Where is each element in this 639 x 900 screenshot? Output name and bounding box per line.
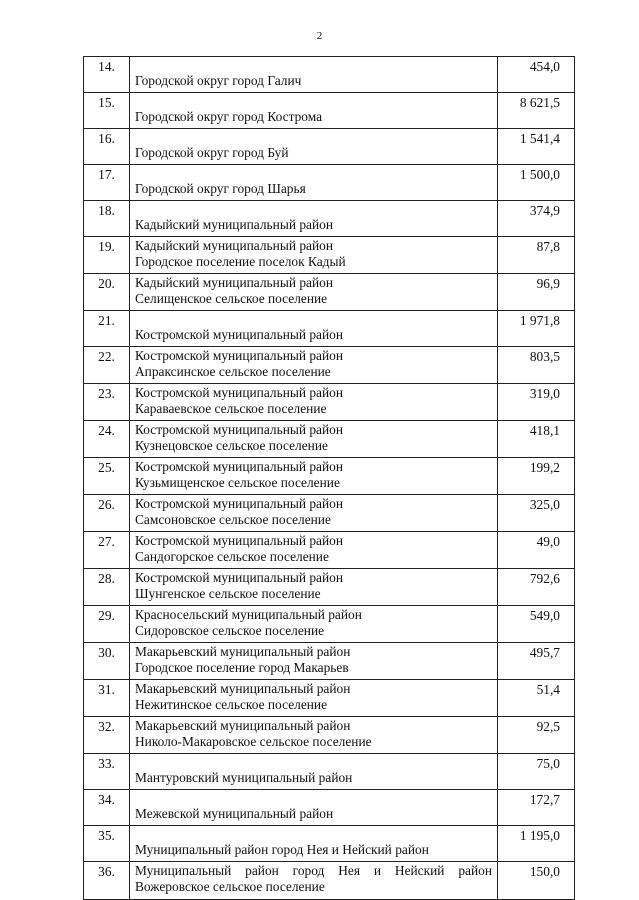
amount-value: 495,7 [498, 643, 575, 680]
name-line: Костромской муниципальный район [135, 459, 344, 474]
row-number: 34. [84, 790, 130, 826]
row-number: 23. [84, 384, 130, 421]
row-number: 30. [84, 643, 130, 680]
row-number: 26. [84, 495, 130, 532]
table-row [84, 643, 575, 680]
table-row [84, 201, 575, 237]
municipality-name [130, 790, 498, 826]
row-number: 24. [84, 421, 130, 458]
name-line: Городской округ город Галич [135, 73, 302, 88]
municipality-name [130, 384, 498, 421]
amount-value: 418,1 [498, 421, 575, 458]
amount-value: 1 541,4 [498, 129, 575, 165]
municipality-name [130, 57, 498, 93]
row-number: 15. [84, 93, 130, 129]
table-row [84, 717, 575, 754]
table-row [84, 421, 575, 458]
name-line: Нежитинское сельское поселение [135, 697, 328, 712]
name-line: Красносельский муниципальный район [135, 607, 362, 622]
name-line: Кадыйский муниципальный район [135, 217, 333, 232]
municipality-name [130, 165, 498, 201]
amount-value: 803,5 [498, 347, 575, 384]
amount-value: 1 500,0 [498, 165, 575, 201]
amount-value: 75,0 [498, 754, 575, 790]
name-line: Кадыйский муниципальный район [135, 275, 333, 290]
amount-value: 92,5 [498, 717, 575, 754]
budget-allocation-table [83, 56, 575, 900]
name-line: Костромской муниципальный район [135, 570, 344, 585]
table-row [84, 274, 575, 311]
name-line: Самсоновское сельское поселение [135, 512, 331, 527]
name-line: Караваевское сельское поселение [135, 401, 327, 416]
amount-value: 325,0 [498, 495, 575, 532]
name-line: Мантуровский муниципальный район [135, 770, 353, 785]
row-number: 35. [84, 826, 130, 862]
table-row [84, 129, 575, 165]
table-row [84, 93, 575, 129]
row-number: 16. [84, 129, 130, 165]
municipality-name [130, 643, 498, 680]
row-number: 32. [84, 717, 130, 754]
name-line: Костромской муниципальный район [135, 422, 344, 437]
table-row [84, 532, 575, 569]
row-number: 19. [84, 237, 130, 274]
name-line: Кузьмищенское сельское поселение [135, 475, 340, 490]
row-number: 25. [84, 458, 130, 495]
name-line: Костромской муниципальный район [135, 533, 344, 548]
name-line: Костромской муниципальный район [135, 348, 344, 363]
name-line: Городское поселение город Макарьев [135, 660, 349, 675]
municipality-name [130, 93, 498, 129]
amount-value: 549,0 [498, 606, 575, 643]
amount-value: 199,2 [498, 458, 575, 495]
name-line: Городской округ город Кострома [135, 109, 323, 124]
name-line: Костромской муниципальный район [135, 496, 344, 511]
amount-value: 1 971,8 [498, 311, 575, 347]
table-row [84, 754, 575, 790]
row-number: 17. [84, 165, 130, 201]
name-line: Макарьевский муниципальный район [135, 718, 351, 733]
table-row [84, 57, 575, 93]
table-row [84, 347, 575, 384]
name-line: Николо-Макаровское сельское поселение [135, 734, 372, 749]
name-line: Костромской муниципальный район [135, 385, 344, 400]
municipality-name [130, 458, 498, 495]
row-number: 27. [84, 532, 130, 569]
table-row [84, 237, 575, 274]
municipality-name [130, 421, 498, 458]
amount-value: 150,0 [498, 862, 575, 900]
municipality-name [130, 274, 498, 311]
amount-value: 454,0 [498, 57, 575, 93]
municipality-name [130, 606, 498, 643]
name-line: Кадыйский муниципальный район [135, 238, 333, 253]
amount-value: 374,9 [498, 201, 575, 237]
row-number: 22. [84, 347, 130, 384]
amount-value: 319,0 [498, 384, 575, 421]
row-number: 28. [84, 569, 130, 606]
municipality-name [130, 680, 498, 717]
municipality-name [130, 862, 498, 900]
name-line: Шунгенское сельское поселение [135, 586, 321, 601]
row-number: 14. [84, 57, 130, 93]
municipality-name [130, 347, 498, 384]
page-number: 2 [316, 30, 323, 42]
row-number: 29. [84, 606, 130, 643]
amount-value: 792,6 [498, 569, 575, 606]
row-number: 31. [84, 680, 130, 717]
name-line: Межевской муниципальный район [135, 806, 334, 821]
municipality-name [130, 311, 498, 347]
municipality-name [130, 201, 498, 237]
name-line: Костромской муниципальный район [135, 327, 344, 342]
name-line: Сандогорское сельское поселение [135, 549, 329, 564]
table-row [84, 569, 575, 606]
name-line: Муниципальный район город Нея и Нейский район [135, 863, 492, 878]
municipality-name [130, 237, 498, 274]
name-line: Городской округ город Буй [135, 145, 289, 160]
name-line: Вожеровское сельское поселение [135, 879, 325, 894]
row-number: 36. [84, 862, 130, 900]
municipality-name [130, 826, 498, 862]
name-line: Городское поселение поселок Кадый [135, 254, 346, 269]
amount-value: 8 621,5 [498, 93, 575, 129]
municipality-name [130, 569, 498, 606]
table-row [84, 458, 575, 495]
name-line: Селищенское сельское поселение [135, 291, 328, 306]
table-row [84, 165, 575, 201]
municipality-name [130, 495, 498, 532]
table-row [84, 826, 575, 862]
table-row [84, 495, 575, 532]
row-number: 33. [84, 754, 130, 790]
amount-value: 96,9 [498, 274, 575, 311]
name-line: Сидоровское сельское поселение [135, 623, 325, 638]
name-line: Кузнецовское сельское поселение [135, 438, 328, 453]
amount-value: 1 195,0 [498, 826, 575, 862]
table-row [84, 606, 575, 643]
municipality-name [130, 129, 498, 165]
table-row [84, 680, 575, 717]
amount-value: 49,0 [498, 532, 575, 569]
name-line: Муниципальный район город Нея и Нейский район [135, 842, 429, 857]
amount-value: 172,7 [498, 790, 575, 826]
table-row [84, 384, 575, 421]
table-row [84, 311, 575, 347]
name-line: Апраксинское сельское поселение [135, 364, 331, 379]
row-number: 20. [84, 274, 130, 311]
municipality-name [130, 754, 498, 790]
amount-value: 87,8 [498, 237, 575, 274]
amount-value: 51,4 [498, 680, 575, 717]
name-line: Макарьевский муниципальный район [135, 644, 351, 659]
name-line: Городской округ город Шарья [135, 181, 306, 196]
row-number: 18. [84, 201, 130, 237]
municipality-name [130, 717, 498, 754]
table-row [84, 862, 575, 900]
municipality-name [130, 532, 498, 569]
name-line: Макарьевский муниципальный район [135, 681, 351, 696]
row-number: 21. [84, 311, 130, 347]
table-row [84, 790, 575, 826]
